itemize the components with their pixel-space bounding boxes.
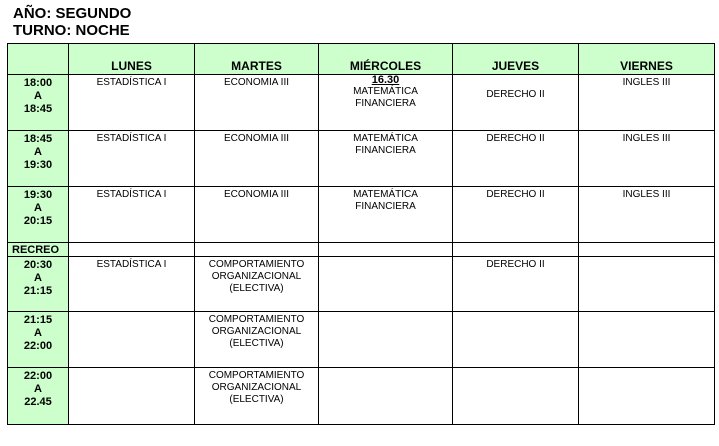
class-cell-viernes bbox=[579, 187, 715, 243]
subject-text: ESTADÍSTICA I bbox=[96, 133, 167, 144]
subject-text: FINANCIERA bbox=[355, 98, 416, 109]
subject-text: FINANCIERA bbox=[355, 145, 416, 156]
day-miercoles: MIÉRCOLES bbox=[319, 44, 453, 75]
subject-text: ESTADÍSTICA I bbox=[96, 189, 167, 200]
subject-text: COMPORTAMIENTO bbox=[208, 314, 305, 325]
shift-label: TURNO: NOCHE bbox=[13, 22, 130, 39]
subject-text: INGLES III bbox=[622, 77, 671, 88]
time-slot-line: 22:00 bbox=[23, 340, 53, 352]
time-slot-line: A bbox=[34, 202, 42, 214]
schedule-row bbox=[8, 368, 715, 425]
subject-text: INGLES III bbox=[622, 133, 671, 144]
time-slot-line: 19:30 bbox=[23, 189, 53, 201]
class-cell-jueves bbox=[453, 368, 579, 425]
time-slot-line: 19:30 bbox=[23, 159, 53, 171]
day-martes: MARTES bbox=[195, 44, 319, 75]
class-cell-jueves bbox=[453, 131, 579, 187]
subject-text: ESTADÍSTICA I bbox=[96, 259, 167, 270]
subject-text: MATEMÁTICA bbox=[353, 189, 418, 200]
time-slot-line: A bbox=[34, 90, 42, 102]
time-slot-line: 18:00 bbox=[23, 77, 53, 89]
time-slot-line: A bbox=[34, 327, 42, 339]
class-cell-martes bbox=[195, 187, 319, 243]
time-slot bbox=[8, 187, 69, 243]
time-slot bbox=[8, 312, 69, 368]
schedule-header bbox=[13, 5, 131, 39]
class-cell-viernes bbox=[579, 257, 715, 312]
schedule-row bbox=[8, 187, 715, 243]
class-cell-martes bbox=[195, 312, 319, 368]
class-cell-viernes bbox=[579, 75, 715, 131]
subject-text: ORGANIZACIONAL bbox=[211, 382, 302, 393]
time-slot-line: 22.45 bbox=[24, 396, 52, 408]
subject-text: FINANCIERA bbox=[355, 201, 416, 212]
schedule-table bbox=[7, 43, 715, 425]
class-cell-jueves bbox=[453, 187, 579, 243]
subject-text: ECONOMIA III bbox=[223, 189, 289, 200]
day-header-row bbox=[8, 44, 715, 75]
time-slot-line: 20:15 bbox=[23, 215, 53, 227]
subject-text: ORGANIZACIONAL bbox=[211, 271, 302, 282]
day-lunes: LUNES bbox=[69, 44, 195, 75]
recess-empty-cell bbox=[453, 243, 579, 257]
class-cell-miercoles bbox=[319, 257, 453, 312]
time-slot bbox=[8, 257, 69, 312]
time-note: 16.30 bbox=[371, 74, 400, 86]
class-cell-lunes bbox=[69, 257, 195, 312]
class-cell-jueves bbox=[453, 312, 579, 368]
time-slot bbox=[8, 75, 69, 131]
class-cell-jueves bbox=[453, 75, 579, 131]
class-cell-miercoles bbox=[319, 368, 453, 425]
time-slot-line: A bbox=[34, 383, 42, 395]
time-slot-line: 21:15 bbox=[23, 314, 53, 326]
time-slot-line: 18:45 bbox=[23, 133, 53, 145]
recess-empty-cell bbox=[69, 243, 195, 257]
class-cell-lunes bbox=[69, 75, 195, 131]
time-slot-line: 20:30 bbox=[23, 259, 53, 271]
recess-empty-cell bbox=[195, 243, 319, 257]
time-slot-line: 18:45 bbox=[23, 103, 53, 115]
recess-row bbox=[8, 243, 715, 257]
subject-text: (ELECTIVA) bbox=[229, 283, 284, 294]
class-cell-miercoles bbox=[319, 187, 453, 243]
class-cell-miercoles bbox=[319, 312, 453, 368]
schedule-row bbox=[8, 257, 715, 312]
corner-cell bbox=[8, 44, 69, 75]
subject-text: DERECHO II bbox=[486, 133, 545, 144]
schedule-row bbox=[8, 312, 715, 368]
subject-text: (ELECTIVA) bbox=[229, 394, 284, 405]
year-label: AÑO: SEGUNDO bbox=[13, 5, 132, 22]
recess-label: RECREO bbox=[8, 243, 69, 257]
class-cell-martes bbox=[195, 75, 319, 131]
subject-text: ESTADÍSTICA I bbox=[96, 77, 167, 88]
recess-empty-cell bbox=[579, 243, 715, 257]
class-cell-martes bbox=[195, 368, 319, 425]
subject-text: COMPORTAMIENTO bbox=[208, 370, 305, 381]
time-slot bbox=[8, 131, 69, 187]
subject-text: ORGANIZACIONAL bbox=[211, 326, 302, 337]
time-slot-line: 22:00 bbox=[23, 370, 53, 382]
class-cell-lunes bbox=[69, 368, 195, 425]
subject-text: DERECHO II bbox=[486, 89, 545, 100]
subject-text: (ELECTIVA) bbox=[229, 338, 284, 349]
class-cell-miercoles bbox=[319, 131, 453, 187]
class-cell-lunes bbox=[69, 131, 195, 187]
recess-empty-cell bbox=[319, 243, 453, 257]
subject-text: COMPORTAMIENTO bbox=[208, 259, 305, 270]
time-slot bbox=[8, 368, 69, 425]
subject-text: INGLES III bbox=[622, 189, 671, 200]
class-cell-martes bbox=[195, 257, 319, 312]
class-cell-viernes bbox=[579, 312, 715, 368]
class-cell-lunes bbox=[69, 312, 195, 368]
time-slot-line: A bbox=[34, 272, 42, 284]
class-cell-jueves bbox=[453, 257, 579, 312]
class-cell-viernes bbox=[579, 368, 715, 425]
time-slot-line: A bbox=[34, 146, 42, 158]
subject-text: DERECHO II bbox=[486, 259, 545, 270]
class-cell-miercoles bbox=[319, 75, 453, 131]
class-cell-lunes bbox=[69, 187, 195, 243]
day-jueves: JUEVES bbox=[453, 44, 579, 75]
subject-text: MATEMÁTICA bbox=[353, 133, 418, 144]
subject-text: ECONOMIA III bbox=[223, 77, 289, 88]
day-viernes: VIERNES bbox=[579, 44, 715, 75]
schedule-row bbox=[8, 75, 715, 131]
subject-text: MATEMÁTICA bbox=[353, 86, 418, 97]
subject-text: DERECHO II bbox=[486, 189, 545, 200]
schedule-row bbox=[8, 131, 715, 187]
class-cell-viernes bbox=[579, 131, 715, 187]
subject-text: ECONOMIA III bbox=[223, 133, 289, 144]
class-cell-martes bbox=[195, 131, 319, 187]
time-slot-line: 21:15 bbox=[23, 285, 53, 297]
